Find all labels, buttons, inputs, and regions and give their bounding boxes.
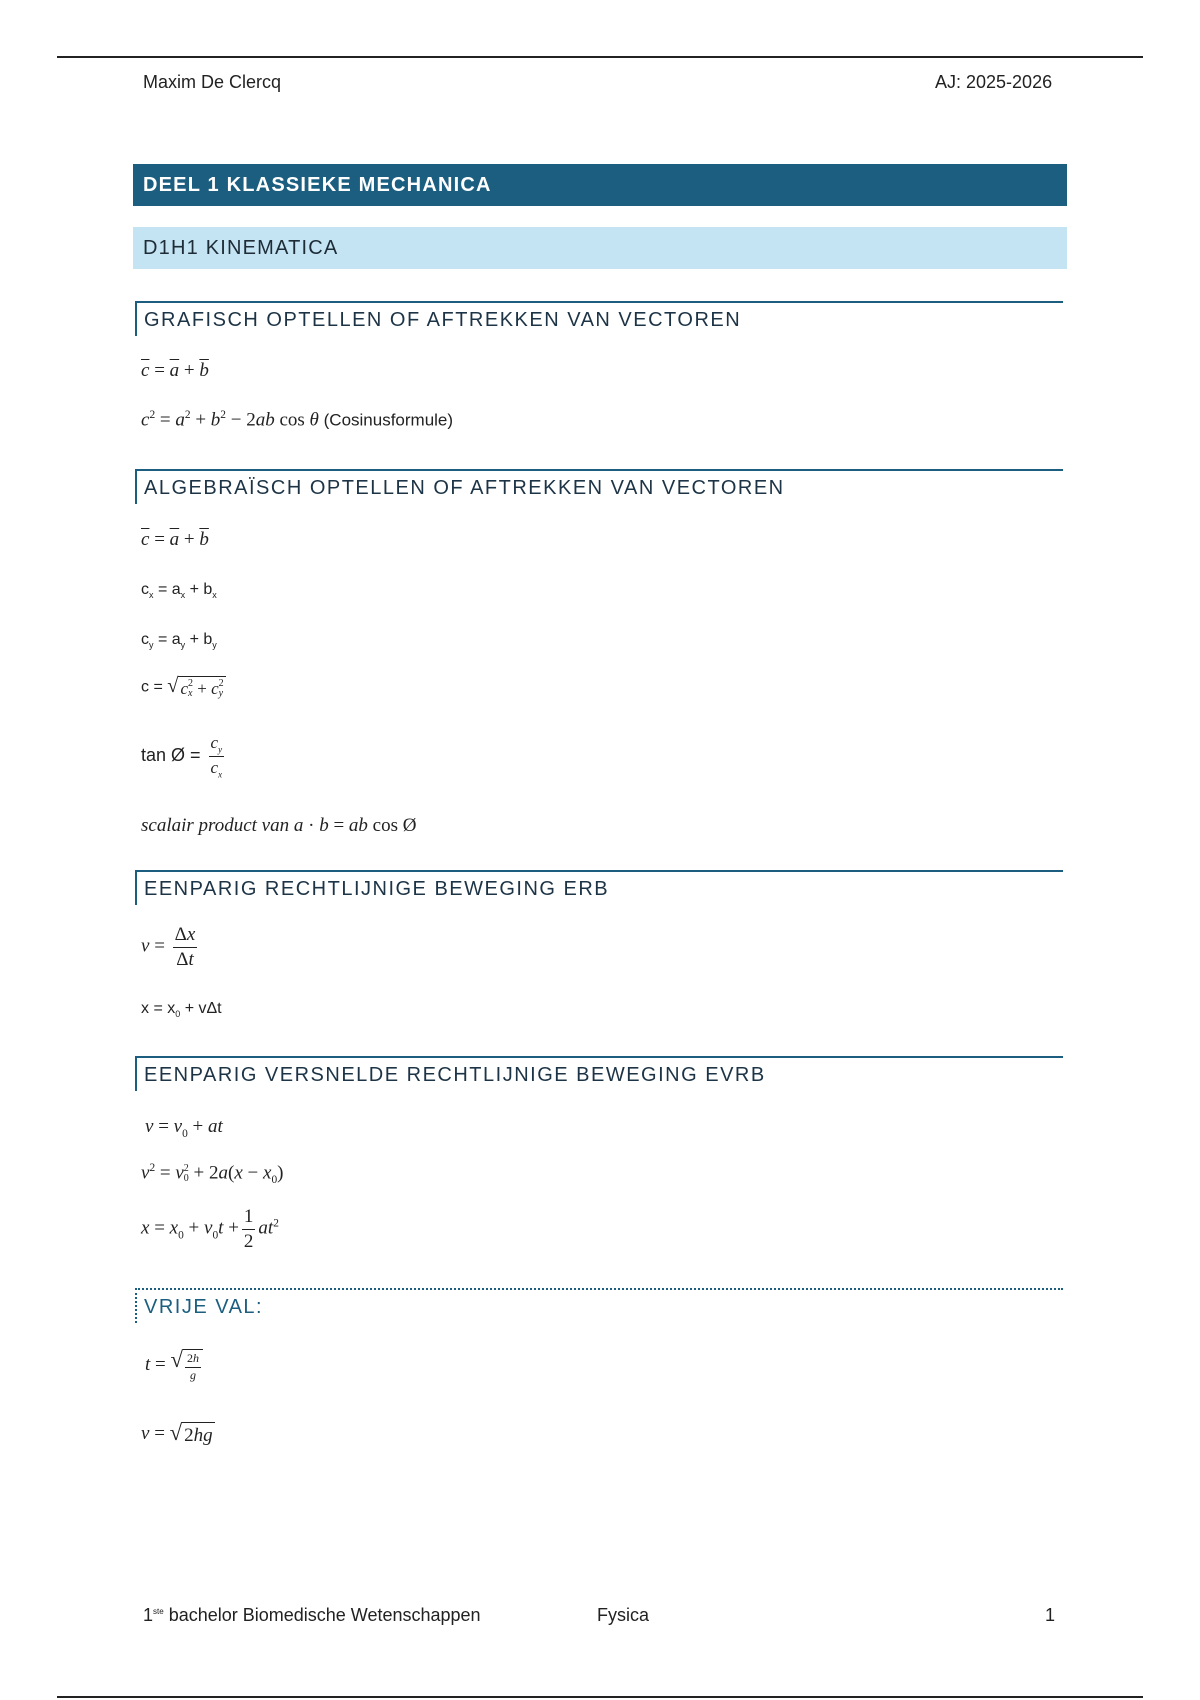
footer-page-number: 1 — [1045, 1605, 1056, 1625]
part-heading — [133, 164, 1067, 206]
formula-c-magnitude: c = √ c 2 x + c 2 y — [141, 675, 224, 699]
header-year: AJ: 2025-2026 — [935, 72, 1053, 92]
formula-cy: $c_y = a_y + b_y$ — [141, 631, 217, 651]
formula-cx: $c_x = a_x + b_x$ — [141, 581, 217, 601]
footer-rule — [57, 1696, 1143, 1698]
formula-vector-sum-2: $\overline{c} = \overline{a} + \overline{b}$ — [141, 529, 209, 550]
section-free-fall — [135, 1288, 1063, 1323]
part-heading-text: DEEL 1 KLASSIEKE MECHANICA — [143, 174, 492, 196]
formula-cosine-rule: $c^2 = a^2 + b^2 - 2ab$ cos θ (Cosinusformule) — [141, 409, 454, 431]
formula-velocity-squared: $v^2 = v$ 2 0 + $2a(x - x_0)$ — [141, 1162, 284, 1187]
formula-position-erb: $x = x_0 + v\Delta t$ — [141, 1000, 222, 1020]
footer-ordinal-number: 1 — [143, 1605, 154, 1625]
footer-ordinal-sup: ste — [153, 1607, 164, 1616]
chapter-heading — [133, 227, 1067, 269]
formula-velocity: v = $\frac{\Delta x}{\Delta t}$ — [141, 924, 196, 970]
chapter-heading-text: D1H1 KINEMATICA — [143, 237, 339, 259]
header-author: Maxim De Clercq — [143, 72, 282, 92]
formula-velocity-evrb: $v = v_0$ + at — [145, 1116, 223, 1140]
formula-vector-sum: $\overline{c} = \overline{a} + \overline{b}$ — [141, 360, 209, 381]
section-heading: EENPARIG RECHTLIJNIGE BEWEGING ERB — [144, 878, 610, 900]
section-graphic-vectors — [135, 301, 1063, 336]
formula-tan-angle: tan Ø = $\frac{c_y}{c_x}$ — [141, 733, 223, 780]
header-rule — [57, 56, 1143, 58]
section-heading: VRIJE VAL: — [144, 1296, 264, 1318]
formula-fall-velocity: v = √ 2 hg — [141, 1420, 213, 1446]
formula-scalar-product: scalair product van a · b = ab cos Ø — [141, 815, 417, 836]
note-scalar-product: scalair product van — [141, 815, 290, 836]
note-cosine-rule: (Cosinusformule) — [323, 410, 454, 430]
section-heading: EENPARIG VERSNELDE RECHTLIJNIGE BEWEGING EVRB — [144, 1064, 766, 1086]
section-heading: GRAFISCH OPTELLEN OF AFTREKKEN VAN VECTOREN — [144, 309, 742, 331]
footer-program-text: bachelor Biomedische Wetenschappen — [168, 1605, 481, 1625]
section-algebraic-vectors — [135, 469, 1063, 504]
formula-position-evrb: $x = x_0 + v_0t$ + $\frac{1}{2}$ $at^2$ — [141, 1206, 279, 1252]
footer-program — [143, 1605, 481, 1626]
formula-fall-time: t = √ $\frac{2h}{g}$ — [145, 1349, 203, 1383]
section-erb — [135, 870, 1063, 905]
section-heading: ALGEBRAÏSCH OPTELLEN OF AFTREKKEN VAN VECTOREN — [144, 477, 785, 499]
footer-course: Fysica — [597, 1605, 650, 1625]
section-evrb — [135, 1056, 1063, 1091]
